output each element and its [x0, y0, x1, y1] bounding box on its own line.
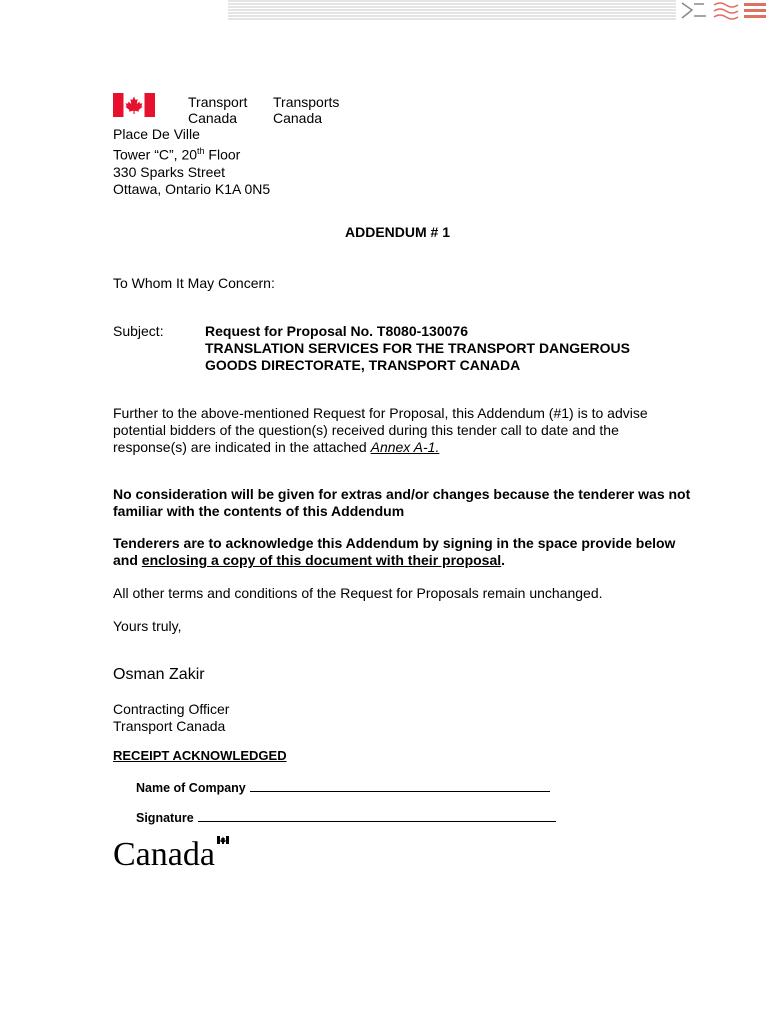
body-paragraph-3: Tenderers are to acknowledge this Addendum by signing in the space provide below and enclosing a copy of this document with their proposal.: [113, 535, 676, 568]
department-name-french: [273, 94, 339, 126]
closing: Yours truly,: [113, 618, 182, 634]
road-icon: [682, 3, 706, 18]
svg-text:Canada: Canada: [113, 836, 215, 872]
header-transport-icons: [680, 0, 770, 22]
rail-icon: [744, 3, 766, 18]
company-name-field: [136, 779, 550, 795]
header-decorative-lines: [228, 0, 676, 20]
address-line4: Ottawa, Ontario K1A 0N5: [113, 180, 271, 197]
dept-fr-line2: Canada: [273, 110, 323, 126]
receipt-heading: RECEIPT ACKNOWLEDGED: [113, 748, 287, 763]
address-line3: 330 Sparks Street: [113, 163, 226, 180]
body-paragraph-1: Further to the above-mentioned Request for Proposal, this Addendum (#1) is to advise potential bidders of the question(s) received during this tender call to date and the response(s) are indicated in the attached Annex A-1.: [113, 405, 648, 455]
address-line2: Tower “C”, 20th Floor: [113, 146, 241, 163]
subject-text: [205, 323, 630, 374]
body-paragraph-2: No consideration will be given for extras and/or changes because the tenderer was not familiar with the contents of this Addendum: [113, 486, 691, 519]
salutation: To Whom It May Concern:: [113, 275, 275, 291]
signer-title: Contracting Officer: [113, 701, 230, 717]
signature-label: Signature: [136, 811, 194, 825]
wave-icon: [714, 3, 738, 19]
signature-line[interactable]: [198, 809, 556, 822]
dept-fr-line1: Transports: [273, 94, 340, 110]
department-name-english: [188, 94, 247, 126]
canada-wordmark-logo: [113, 832, 233, 872]
company-name-label: Name of Company: [136, 781, 246, 795]
annex-reference: Annex A-1.: [370, 439, 440, 455]
signer-organization: Transport Canada: [113, 718, 226, 734]
canada-flag-icon: [113, 93, 155, 117]
dept-en-line2: Canada: [188, 110, 238, 126]
subject-label: Subject:: [113, 323, 164, 339]
addendum-title: ADDENDUM # 1: [345, 224, 451, 240]
address-line1: Place De Ville: [113, 126, 200, 142]
wordmark-flag-icon: [217, 836, 229, 844]
company-name-line[interactable]: [250, 779, 550, 792]
signature-field: [136, 809, 556, 825]
subject-line2: TRANSLATION SERVICES FOR THE TRANSPORT DANGEROUS: [205, 340, 630, 356]
dept-en-line1: Transport: [188, 94, 248, 110]
body-paragraph-4: All other terms and conditions of the Request for Proposals remain unchanged.: [113, 585, 603, 601]
subject-line3: GOODS DIRECTORATE, TRANSPORT CANADA: [205, 357, 521, 373]
signer-details: [113, 684, 229, 735]
signer-name: Osman Zakir: [113, 666, 205, 683]
mailing-address: [113, 126, 270, 198]
subject-line1: Request for Proposal No. T8080-130076: [205, 323, 468, 339]
